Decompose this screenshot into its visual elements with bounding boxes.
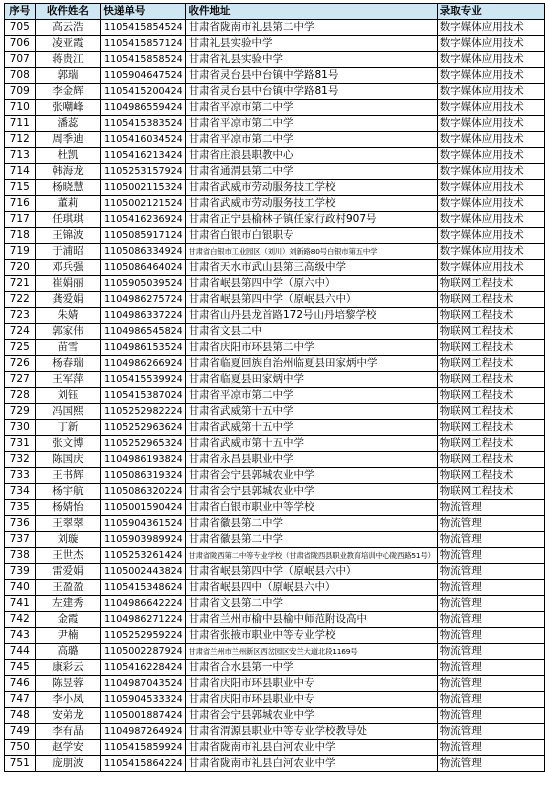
serial-cell: 723 — [5, 308, 36, 324]
tracking-cell: 1105002115324 — [101, 180, 186, 196]
tracking-cell: 1105904647524 — [101, 68, 186, 84]
table-row — [5, 580, 545, 596]
name-cell: 杨春瑞 — [35, 356, 101, 372]
address-cell: 甘肃省庆阳市环县第二中学 — [186, 340, 437, 356]
tracking-cell: 1105415864224 — [101, 756, 186, 772]
table-row — [5, 164, 545, 180]
tracking-cell: 1104986559424 — [101, 100, 186, 116]
table-row — [5, 196, 545, 212]
address-cell: 甘肃省白银市白银职专 — [186, 228, 437, 244]
name-cell: 潘蕊 — [35, 116, 101, 132]
table-row — [5, 84, 545, 100]
tracking-cell: 1105002443824 — [101, 564, 186, 580]
major-cell: 物联网工程技术 — [437, 420, 544, 436]
name-cell: 王锦波 — [35, 228, 101, 244]
tracking-cell: 1105416236924 — [101, 212, 186, 228]
tracking-cell: 1105415858524 — [101, 52, 186, 68]
tracking-cell: 1105086320224 — [101, 484, 186, 500]
tracking-cell: 1105905039524 — [101, 276, 186, 292]
address-cell: 甘肃省灵台县中台镇中学路81号 — [186, 84, 437, 100]
name-cell: 周季迪 — [35, 132, 101, 148]
serial-cell: 728 — [5, 388, 36, 404]
serial-cell: 707 — [5, 52, 36, 68]
serial-cell: 725 — [5, 340, 36, 356]
major-cell: 数字媒体应用技术 — [437, 52, 544, 68]
name-cell: 张文博 — [35, 436, 101, 452]
address-cell: 甘肃省文县二中 — [186, 324, 437, 340]
serial-cell: 713 — [5, 148, 36, 164]
serial-cell: 714 — [5, 164, 36, 180]
address-cell: 甘肃省庄浪县职教中心 — [186, 148, 437, 164]
serial-cell: 712 — [5, 132, 36, 148]
major-cell: 数字媒体应用技术 — [437, 116, 544, 132]
tracking-cell: 1105415387024 — [101, 388, 186, 404]
tracking-cell: 1104986271224 — [101, 612, 186, 628]
name-cell: 陈国庆 — [35, 452, 101, 468]
name-cell: 董莉 — [35, 196, 101, 212]
tracking-cell: 1105086464024 — [101, 260, 186, 276]
major-cell: 物流管理 — [437, 708, 544, 724]
table-row — [5, 52, 545, 68]
tracking-cell: 1105904533324 — [101, 692, 186, 708]
table-row — [5, 708, 545, 724]
address-cell: 甘肃省通渭县第二中学 — [186, 164, 437, 180]
table-row — [5, 756, 545, 772]
name-cell: 苗雪 — [35, 340, 101, 356]
major-cell: 物流管理 — [437, 596, 544, 612]
major-cell: 数字媒体应用技术 — [437, 68, 544, 84]
serial-cell: 746 — [5, 676, 36, 692]
serial-cell: 739 — [5, 564, 36, 580]
address-cell: 甘肃省岷县第四中学（原岷县六中） — [186, 564, 437, 580]
serial-cell: 719 — [5, 244, 36, 260]
table-row — [5, 260, 545, 276]
address-cell: 甘肃省岷县四中（原岷县六中） — [186, 580, 437, 596]
address-cell: 甘肃省平凉市第二中学 — [186, 100, 437, 116]
table-row — [5, 532, 545, 548]
table-row — [5, 740, 545, 756]
tracking-cell: 1104986337224 — [101, 308, 186, 324]
tracking-cell: 1105415857124 — [101, 36, 186, 52]
serial-cell: 709 — [5, 84, 36, 100]
address-cell: 甘肃省陇西第二中等专业学校（甘肃省陇西县职业教育培训中心陇西路51号） — [186, 548, 437, 564]
address-cell: 甘肃省临夏县田家炳中学 — [186, 372, 437, 388]
major-cell: 物联网工程技术 — [437, 324, 544, 340]
table-row — [5, 452, 545, 468]
name-cell: 高云浩 — [35, 20, 101, 36]
major-cell: 数字媒体应用技术 — [437, 212, 544, 228]
address-cell: 甘肃省兰州市榆中县榆中师范附设高中 — [186, 612, 437, 628]
table-row — [5, 516, 545, 532]
major-cell: 物流管理 — [437, 548, 544, 564]
name-cell: 刘璇 — [35, 532, 101, 548]
table-row — [5, 100, 545, 116]
major-cell: 物流管理 — [437, 564, 544, 580]
header-serial: 序号 — [5, 4, 36, 20]
address-cell: 甘肃省武威第十五中学 — [186, 404, 437, 420]
major-cell: 物流管理 — [437, 612, 544, 628]
tracking-cell: 1105086319324 — [101, 468, 186, 484]
table-row — [5, 68, 545, 84]
name-cell: 郭瑞 — [35, 68, 101, 84]
serial-cell: 748 — [5, 708, 36, 724]
major-cell: 物流管理 — [437, 692, 544, 708]
header-name: 收件姓名 — [35, 4, 101, 20]
table-row — [5, 644, 545, 660]
serial-cell: 750 — [5, 740, 36, 756]
major-cell: 数字媒体应用技术 — [437, 20, 544, 36]
header-major: 录取专业 — [437, 4, 544, 20]
table-row — [5, 228, 545, 244]
major-cell: 物流管理 — [437, 740, 544, 756]
tracking-cell: 1105253157924 — [101, 164, 186, 180]
name-cell: 庞朋波 — [35, 756, 101, 772]
name-cell: 刘钰 — [35, 388, 101, 404]
address-cell: 甘肃省会宁县郭城农业中学 — [186, 708, 437, 724]
header-row — [5, 4, 545, 20]
major-cell: 物联网工程技术 — [437, 276, 544, 292]
serial-cell: 751 — [5, 756, 36, 772]
address-cell: 甘肃省会宁县郭城农业中学 — [186, 468, 437, 484]
address-cell: 甘肃省渭源县职业中等专业学校教导处 — [186, 724, 437, 740]
major-cell: 数字媒体应用技术 — [437, 164, 544, 180]
tracking-cell: 1105085917124 — [101, 228, 186, 244]
table-row — [5, 628, 545, 644]
serial-cell: 729 — [5, 404, 36, 420]
table-row — [5, 180, 545, 196]
major-cell: 数字媒体应用技术 — [437, 132, 544, 148]
name-cell: 杜凯 — [35, 148, 101, 164]
table-row — [5, 724, 545, 740]
tracking-cell: 1105415859924 — [101, 740, 186, 756]
name-cell: 凌亚霞 — [35, 36, 101, 52]
major-cell: 物联网工程技术 — [437, 404, 544, 420]
serial-cell: 733 — [5, 468, 36, 484]
major-cell: 数字媒体应用技术 — [437, 180, 544, 196]
major-cell: 数字媒体应用技术 — [437, 36, 544, 52]
header-address: 收件地址 — [186, 4, 437, 20]
serial-cell: 744 — [5, 644, 36, 660]
serial-cell: 747 — [5, 692, 36, 708]
serial-cell: 724 — [5, 324, 36, 340]
major-cell: 物流管理 — [437, 756, 544, 772]
table-row — [5, 404, 545, 420]
table-body — [5, 20, 545, 772]
major-cell: 数字媒体应用技术 — [437, 100, 544, 116]
name-cell: 朱婧 — [35, 308, 101, 324]
tracking-cell: 1104987264924 — [101, 724, 186, 740]
tracking-cell: 1105252982224 — [101, 404, 186, 420]
serial-cell: 742 — [5, 612, 36, 628]
spreadsheet — [4, 3, 545, 772]
major-cell: 物联网工程技术 — [437, 292, 544, 308]
major-cell: 数字媒体应用技术 — [437, 196, 544, 212]
table-row — [5, 676, 545, 692]
tracking-cell: 1104986153524 — [101, 340, 186, 356]
major-cell: 物联网工程技术 — [437, 388, 544, 404]
tracking-cell: 1105415539924 — [101, 372, 186, 388]
tracking-cell: 1104986275724 — [101, 292, 186, 308]
serial-cell: 710 — [5, 100, 36, 116]
name-cell: 张嘲峰 — [35, 100, 101, 116]
name-cell: 王翠翠 — [35, 516, 101, 532]
major-cell: 数字媒体应用技术 — [437, 260, 544, 276]
name-cell: 王军萍 — [35, 372, 101, 388]
major-cell: 物流管理 — [437, 660, 544, 676]
serial-cell: 732 — [5, 452, 36, 468]
tracking-cell: 1105416228424 — [101, 660, 186, 676]
address-cell: 甘肃礼县实验中学 — [186, 36, 437, 52]
major-cell: 物流管理 — [437, 516, 544, 532]
serial-cell: 741 — [5, 596, 36, 612]
tracking-cell: 1104986642224 — [101, 596, 186, 612]
address-cell: 甘肃省白银市职业中等学校 — [186, 500, 437, 516]
serial-cell: 722 — [5, 292, 36, 308]
name-cell: 杨宇航 — [35, 484, 101, 500]
name-cell: 雷爱娟 — [35, 564, 101, 580]
serial-cell: 706 — [5, 36, 36, 52]
table-row — [5, 292, 545, 308]
address-cell: 甘肃省山丹县龙首路172号山丹培黎学校 — [186, 308, 437, 324]
major-cell: 物流管理 — [437, 644, 544, 660]
serial-cell: 715 — [5, 180, 36, 196]
table-row — [5, 36, 545, 52]
tracking-cell: 1105252959224 — [101, 628, 186, 644]
address-cell: 甘肃省庆阳市环县职业中专 — [186, 692, 437, 708]
name-cell: 康彩云 — [35, 660, 101, 676]
tracking-cell: 1105903989924 — [101, 532, 186, 548]
tracking-cell: 1105415348624 — [101, 580, 186, 596]
name-cell: 金霞 — [35, 612, 101, 628]
table-row — [5, 244, 545, 260]
name-cell: 于浦昭 — [35, 244, 101, 260]
name-cell: 郭家伟 — [35, 324, 101, 340]
major-cell: 物流管理 — [437, 676, 544, 692]
name-cell: 邓兵强 — [35, 260, 101, 276]
address-cell: 甘肃省合水县第一中学 — [186, 660, 437, 676]
major-cell: 物流管理 — [437, 628, 544, 644]
name-cell: 杨晓慧 — [35, 180, 101, 196]
table-row — [5, 324, 545, 340]
name-cell: 王书辉 — [35, 468, 101, 484]
serial-cell: 716 — [5, 196, 36, 212]
address-cell: 甘肃省武威市劳动服务技工学校 — [186, 196, 437, 212]
tracking-cell: 1105252965324 — [101, 436, 186, 452]
address-cell: 甘肃省岷县第四中学（原六中） — [186, 276, 437, 292]
tracking-cell: 1105415854524 — [101, 20, 186, 36]
recipient-table — [4, 3, 545, 772]
name-cell: 安弟龙 — [35, 708, 101, 724]
table-row — [5, 692, 545, 708]
address-cell: 甘肃省平凉市第二中学 — [186, 116, 437, 132]
tracking-cell: 1104986193824 — [101, 452, 186, 468]
name-cell: 左建秀 — [35, 596, 101, 612]
serial-cell: 743 — [5, 628, 36, 644]
name-cell: 李小凤 — [35, 692, 101, 708]
table-row — [5, 436, 545, 452]
address-cell: 甘肃省临夏回族自治州临夏县田家炳中学 — [186, 356, 437, 372]
table-row — [5, 596, 545, 612]
address-cell: 甘肃省陇南市礼县白河农业中学 — [186, 756, 437, 772]
address-cell: 甘肃省白银市工业园区（刘川）刘新路80号白银市第五中学 — [186, 244, 437, 260]
table-row — [5, 212, 545, 228]
address-cell: 甘肃省陇南市礼县第二中学 — [186, 20, 437, 36]
tracking-cell: 1105002287924 — [101, 644, 186, 660]
major-cell: 物流管理 — [437, 580, 544, 596]
table-row — [5, 660, 545, 676]
major-cell: 数字媒体应用技术 — [437, 148, 544, 164]
table-row — [5, 612, 545, 628]
tracking-cell: 1105253261424 — [101, 548, 186, 564]
name-cell: 杨婧怡 — [35, 500, 101, 516]
name-cell: 李金辉 — [35, 84, 101, 100]
address-cell: 甘肃省陇南市礼县白河农业中学 — [186, 740, 437, 756]
serial-cell: 740 — [5, 580, 36, 596]
table-row — [5, 468, 545, 484]
table-row — [5, 148, 545, 164]
tracking-cell: 1105002121524 — [101, 196, 186, 212]
serial-cell: 736 — [5, 516, 36, 532]
name-cell: 龚爱娟 — [35, 292, 101, 308]
serial-cell: 735 — [5, 500, 36, 516]
name-cell: 李有晶 — [35, 724, 101, 740]
address-cell: 甘肃省庆阳市环县职业中专 — [186, 676, 437, 692]
serial-cell: 717 — [5, 212, 36, 228]
address-cell: 甘肃省徽县第二中学 — [186, 532, 437, 548]
major-cell: 物联网工程技术 — [437, 340, 544, 356]
address-cell: 甘肃省兰州市兰州新区西岔园区安兰大道北段1169号 — [186, 644, 437, 660]
serial-cell: 727 — [5, 372, 36, 388]
tracking-cell: 1105416213424 — [101, 148, 186, 164]
serial-cell: 731 — [5, 436, 36, 452]
header-tracking: 快递单号 — [101, 4, 186, 20]
major-cell: 物联网工程技术 — [437, 484, 544, 500]
address-cell: 甘肃省正宁县榆林子镇任家行政村907号 — [186, 212, 437, 228]
major-cell: 数字媒体应用技术 — [437, 244, 544, 260]
serial-cell: 720 — [5, 260, 36, 276]
name-cell: 高璐 — [35, 644, 101, 660]
tracking-cell: 1105904361524 — [101, 516, 186, 532]
table-row — [5, 420, 545, 436]
table-row — [5, 500, 545, 516]
tracking-cell: 1105415200424 — [101, 84, 186, 100]
serial-cell: 705 — [5, 20, 36, 36]
serial-cell: 734 — [5, 484, 36, 500]
name-cell: 任琪琪 — [35, 212, 101, 228]
tracking-cell: 1105252963624 — [101, 420, 186, 436]
table-row — [5, 20, 545, 36]
serial-cell: 708 — [5, 68, 36, 84]
tracking-cell: 1105416034524 — [101, 132, 186, 148]
table-row — [5, 116, 545, 132]
tracking-cell: 1105086334924 — [101, 244, 186, 260]
address-cell: 甘肃省岷县第四中学（原岷县六中） — [186, 292, 437, 308]
table-row — [5, 548, 545, 564]
table-row — [5, 564, 545, 580]
major-cell: 数字媒体应用技术 — [437, 84, 544, 100]
name-cell: 崔娟丽 — [35, 276, 101, 292]
serial-cell: 730 — [5, 420, 36, 436]
address-cell: 甘肃省徽县第二中学 — [186, 516, 437, 532]
major-cell: 数字媒体应用技术 — [437, 228, 544, 244]
address-cell: 甘肃省武威第十五中学 — [186, 420, 437, 436]
name-cell: 王世杰 — [35, 548, 101, 564]
name-cell: 王盈盈 — [35, 580, 101, 596]
serial-cell: 745 — [5, 660, 36, 676]
tracking-cell: 1105415383524 — [101, 116, 186, 132]
tracking-cell: 1105001590424 — [101, 500, 186, 516]
major-cell: 物联网工程技术 — [437, 452, 544, 468]
table-row — [5, 484, 545, 500]
address-cell: 甘肃省礼县实验中学 — [186, 52, 437, 68]
serial-cell: 738 — [5, 548, 36, 564]
table-row — [5, 388, 545, 404]
address-cell: 甘肃省平凉市第二中学 — [186, 132, 437, 148]
serial-cell: 737 — [5, 532, 36, 548]
address-cell: 甘肃省平凉市第二中学 — [186, 388, 437, 404]
major-cell: 物流管理 — [437, 724, 544, 740]
major-cell: 物联网工程技术 — [437, 372, 544, 388]
major-cell: 物联网工程技术 — [437, 308, 544, 324]
address-cell: 甘肃省会宁县郭城农业中学 — [186, 484, 437, 500]
table-row — [5, 356, 545, 372]
name-cell: 尹楠 — [35, 628, 101, 644]
table-row — [5, 308, 545, 324]
name-cell: 丁新 — [35, 420, 101, 436]
major-cell: 物流管理 — [437, 500, 544, 516]
address-cell: 甘肃省灵台县中台镇中学路81号 — [186, 68, 437, 84]
major-cell: 物联网工程技术 — [437, 468, 544, 484]
serial-cell: 726 — [5, 356, 36, 372]
name-cell: 韩海龙 — [35, 164, 101, 180]
major-cell: 物联网工程技术 — [437, 436, 544, 452]
serial-cell: 749 — [5, 724, 36, 740]
table-row — [5, 372, 545, 388]
serial-cell: 718 — [5, 228, 36, 244]
table-row — [5, 132, 545, 148]
name-cell: 赵学安 — [35, 740, 101, 756]
serial-cell: 721 — [5, 276, 36, 292]
name-cell: 蒋贵江 — [35, 52, 101, 68]
table-row — [5, 276, 545, 292]
address-cell: 甘肃省武威市劳动服务技工学校 — [186, 180, 437, 196]
address-cell: 甘肃省永昌县职业中学 — [186, 452, 437, 468]
address-cell: 甘肃省张掖市职业中等专业学校 — [186, 628, 437, 644]
tracking-cell: 1104986545824 — [101, 324, 186, 340]
tracking-cell: 1104987043524 — [101, 676, 186, 692]
address-cell: 甘肃省文县第二中学 — [186, 596, 437, 612]
major-cell: 物流管理 — [437, 532, 544, 548]
name-cell: 冯国熙 — [35, 404, 101, 420]
address-cell: 甘肃省武威市第十五中学 — [186, 436, 437, 452]
table-row — [5, 340, 545, 356]
name-cell: 陈昱蓉 — [35, 676, 101, 692]
address-cell: 甘肃省天水市武山县第三高级中学 — [186, 260, 437, 276]
serial-cell: 711 — [5, 116, 36, 132]
major-cell: 物联网工程技术 — [437, 356, 544, 372]
tracking-cell: 1104986266924 — [101, 356, 186, 372]
tracking-cell: 1105001887424 — [101, 708, 186, 724]
